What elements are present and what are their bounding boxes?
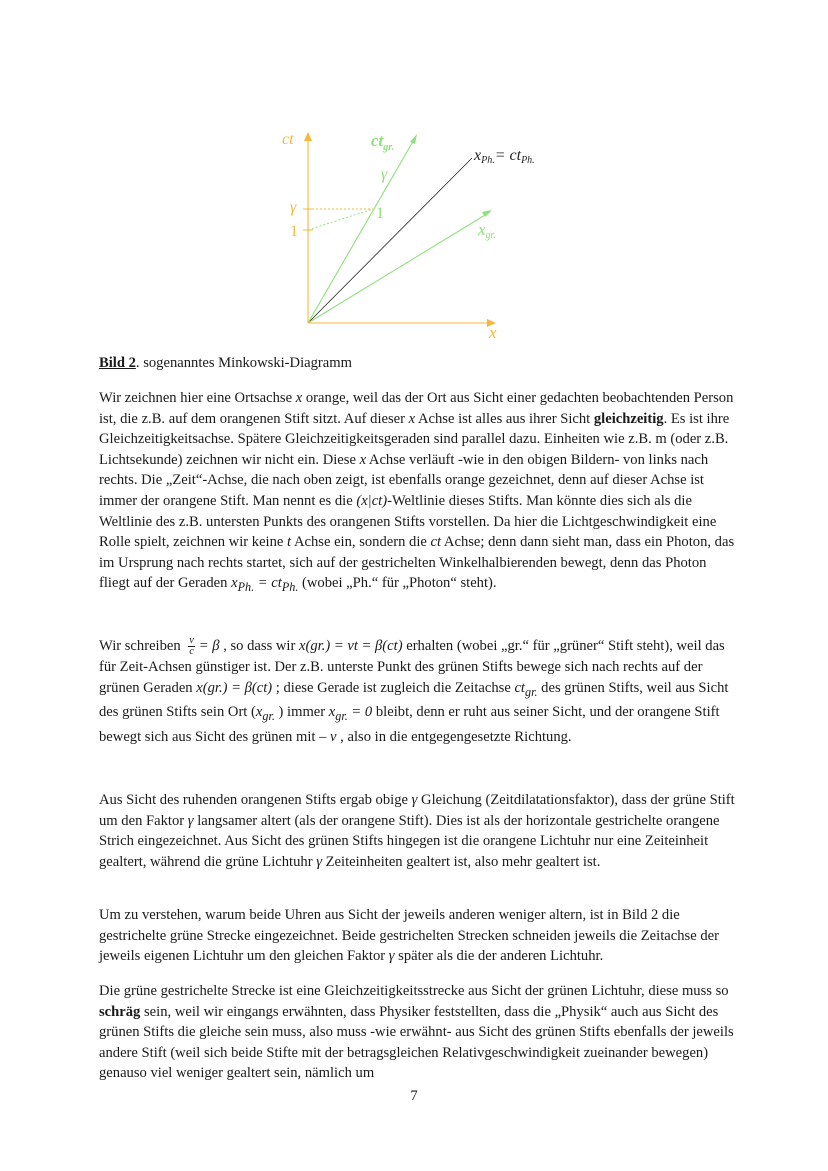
green-time-axis xyxy=(308,138,415,323)
figure-caption xyxy=(99,355,352,372)
label-gamma-line: γ xyxy=(381,166,388,183)
fraction-v-over-c: $\frac{v}{c}$ xyxy=(189,635,194,658)
paragraph-5: Die grüne gestrichelte Strecke ist eine Gleichzeitigkeitsstrecke aus Sicht der grünen Lichtuhr, diese muss so schräg sein, weil wir eingangs erwähnten, dass Physiker feststellten, dass die „Physik“ auch aus Sicht des grünen Stifts die gleiche sein muss, also muss -wie erwähnt- aus Sicht des grünen Stifts ebenfalls der jeweils andere Stift (weil sich beide Stifte mit der betragsgleichen Relativgeschwindigkeit zueinander bewegen) genauso viel weniger gealtert sein, nämlich um xyxy=(99,983,734,1082)
paragraph-4: Um zu verstehen, warum beide Uhren aus Sicht der jeweils anderen weniger altern, ist in Bild 2 die gestrichelte grüne Strecke eingezeichnet. Beide gestrichelten Strecken schneiden jeweils die Zeitachse der jeweils eigenen Lichtuhr um den gleichen Faktor γ später als die der anderen Lichtuhr. xyxy=(99,907,719,965)
label-x-gr: xgr. xyxy=(478,220,496,241)
caption-bold: Bild 2 xyxy=(99,355,136,371)
label-xph-eq: xPh.= ctPh. xyxy=(474,147,535,166)
paragraph-3: Aus Sicht des ruhenden orangenen Stifts ergab obige γ Gleichung (Zeitdilatationsfaktor), dass der grüne Stift um den Faktor γ langsamer altert (als der orangene Stift). Dies ist als der horizontale gestrichelte orangene Strich eingezeichnet. Aus Sicht des grünen Stifts hingegen ist die orangene Lichtuhr nur eine Zeiteinheit gealtert, während die grüne Lichtuhr γ Zeiteinheiten gealtert ist, also mehr gealtert ist. xyxy=(99,792,735,870)
photon-line xyxy=(308,158,472,323)
paragraph-1: Wir zeichnen hier eine Ortsachse x orange, weil das der Ort aus Sicht einer gedachten beobachtenden Person ist, die z.B. auf dem orangenen Stift sitzt. Auf dieser x Achse ist alles aus ihrer Sicht gleichzeitig. Es ist ihre Gleichzeitigkeitsachse. Spätere Gleichzeitigkeitsgeraden sind parallel dazu. Einheiten wie z.B. m (oder z.B. Lichtsekunde) zeichnen wir nicht ein. Diese x Achse verläuft -wie in den obigen Bildern- von links nach rechts. Die „Zeit“-Achse, die nach oben zeigt, ist ebenfalls orange gezeichnet, denn auf dieser Achse ist immer der orangene Stift. Man nennt es die (x|ct)-Weltlinie dieses Stifts. Man könnte dies sich als die Weltlinie des z.B. untersten Punkts des orangenen Stifts vorstellen. Da hier die Lichtgeschwindigkeit eine Rolle spielt, zeichnen wir keine t Achse ein, sondern die ct Achse; denn dann sieht man, dass ein Photon, das im Ursprung nach rechts startet, sich auf der gestrichelten Winkelhalbierenden bewegt, denn das Photon fliegt auf der Geraden $x_{Ph.} = ct_{Ph.}$ (wobei „Ph.“ für „Photon“ steht). xyxy=(99,390,735,595)
label-gamma-axis: γ xyxy=(290,199,297,216)
green-space-axis xyxy=(308,212,490,323)
minkowski-diagram xyxy=(270,120,590,345)
green-time-axis-arrowhead xyxy=(410,134,417,144)
orange-ct-axis-arrowhead xyxy=(304,132,312,141)
page-number: 7 xyxy=(410,1088,418,1104)
label-one-axis: 1 xyxy=(290,223,298,240)
caption-text: . sogenanntes Minkowski-Diagramm xyxy=(135,355,352,371)
paragraph-2: Wir schreiben $\frac{v}{c}$ = β , so dass wir x(gr.) = vt = β(ct) erhalten (wobei „gr.“ für „grüner“ Stift steht), weil das für Zeit-Achsen günstiger ist. Der z.B. unterste Punkt des grünen Stifts bewege sich nach rechts auf der grünen Geraden x(gr.) = β(ct) ; diese Gerade ist zugleich die Zeitachse $ct_{gr.}$ des grünen Stifts, weil aus Sicht des grünen Stifts sein Ort ($x_{gr.}$ ) immer $x_{gr.} = 0$ bleibt, denn er ruht aus seiner Sicht, und der orangene Stift bewegt sich aus Sicht des grünen mit – v , also in die entgegengesetzte Richtung. xyxy=(99,635,729,745)
label-x: x xyxy=(489,323,497,342)
label-ct: ct xyxy=(282,131,294,148)
label-one-line: 1 xyxy=(376,205,384,222)
label-ct-gr: $ct_{gr.}$ xyxy=(371,131,395,153)
